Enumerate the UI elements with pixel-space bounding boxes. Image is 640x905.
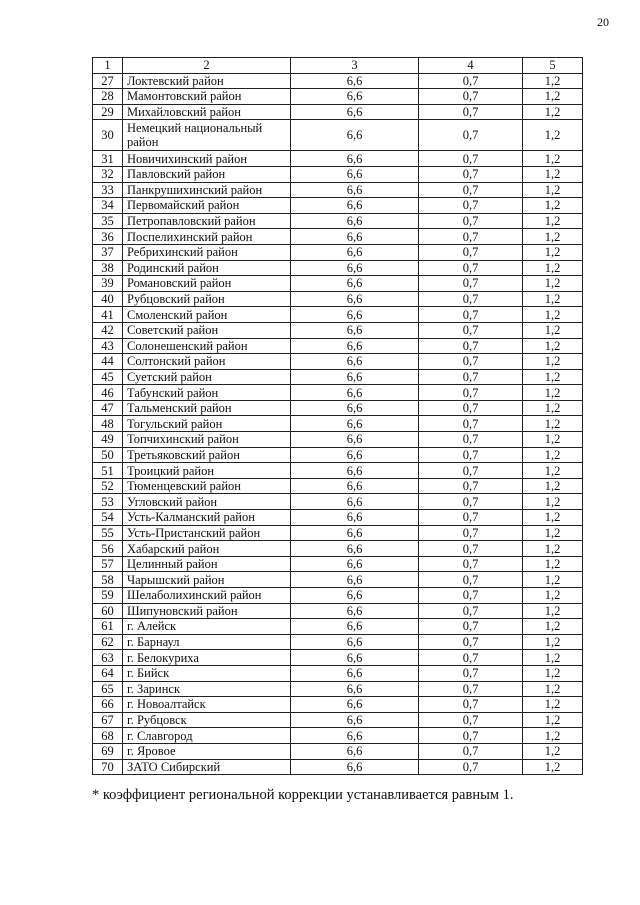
district-name: г. Алейск	[123, 619, 291, 635]
value-col-4: 0,7	[419, 322, 523, 338]
value-col-5: 1,2	[523, 619, 583, 635]
value-col-4: 0,7	[419, 447, 523, 463]
table-row	[93, 494, 583, 510]
value-col-5: 1,2	[523, 338, 583, 354]
table-row	[93, 525, 583, 541]
table-row	[93, 354, 583, 370]
table-row	[93, 400, 583, 416]
row-number: 27	[93, 73, 123, 89]
value-col-4: 0,7	[419, 276, 523, 292]
value-col-4: 0,7	[419, 229, 523, 245]
row-number: 45	[93, 369, 123, 385]
value-col-3: 6,6	[291, 369, 419, 385]
value-col-4: 0,7	[419, 572, 523, 588]
district-name: Топчихинский район	[123, 432, 291, 448]
district-name: Чарышский район	[123, 572, 291, 588]
value-col-5: 1,2	[523, 73, 583, 89]
row-number: 49	[93, 432, 123, 448]
row-number: 28	[93, 89, 123, 105]
row-number: 56	[93, 541, 123, 557]
value-col-5: 1,2	[523, 307, 583, 323]
row-number: 54	[93, 510, 123, 526]
table-row	[93, 369, 583, 385]
value-col-4: 0,7	[419, 510, 523, 526]
row-number: 66	[93, 697, 123, 713]
value-col-4: 0,7	[419, 244, 523, 260]
row-number: 51	[93, 463, 123, 479]
value-col-3: 6,6	[291, 494, 419, 510]
value-col-3: 6,6	[291, 619, 419, 635]
table-header-row	[93, 58, 583, 74]
value-col-5: 1,2	[523, 556, 583, 572]
row-number: 35	[93, 213, 123, 229]
row-number: 46	[93, 385, 123, 401]
value-col-5: 1,2	[523, 322, 583, 338]
value-col-3: 6,6	[291, 697, 419, 713]
value-col-3: 6,6	[291, 400, 419, 416]
district-name: Угловский район	[123, 494, 291, 510]
district-name: Троицкий район	[123, 463, 291, 479]
table-row	[93, 650, 583, 666]
value-col-5: 1,2	[523, 603, 583, 619]
district-name: Усть-Пристанский район	[123, 525, 291, 541]
table-row	[93, 166, 583, 182]
row-number: 58	[93, 572, 123, 588]
table-row	[93, 120, 583, 151]
district-name: Локтевский район	[123, 73, 291, 89]
district-name: Петропавловский район	[123, 213, 291, 229]
district-name: Усть-Калманский район	[123, 510, 291, 526]
value-col-3: 6,6	[291, 244, 419, 260]
district-name: Солонешенский район	[123, 338, 291, 354]
value-col-3: 6,6	[291, 120, 419, 151]
row-number: 61	[93, 619, 123, 635]
district-name: Советский район	[123, 322, 291, 338]
value-col-4: 0,7	[419, 198, 523, 214]
table-row	[93, 619, 583, 635]
value-col-5: 1,2	[523, 400, 583, 416]
district-name: г. Рубцовск	[123, 712, 291, 728]
value-col-5: 1,2	[523, 151, 583, 167]
district-name: Немецкий национальный район	[123, 120, 291, 151]
table-row	[93, 213, 583, 229]
value-col-5: 1,2	[523, 665, 583, 681]
district-name: Табунский район	[123, 385, 291, 401]
value-col-5: 1,2	[523, 681, 583, 697]
table-row	[93, 665, 583, 681]
district-name: Тальменский район	[123, 400, 291, 416]
value-col-3: 6,6	[291, 588, 419, 604]
value-col-4: 0,7	[419, 385, 523, 401]
value-col-4: 0,7	[419, 166, 523, 182]
table-row	[93, 338, 583, 354]
value-col-3: 6,6	[291, 260, 419, 276]
table-body	[93, 73, 583, 775]
value-col-3: 6,6	[291, 712, 419, 728]
district-name: Шипуновский район	[123, 603, 291, 619]
value-col-3: 6,6	[291, 556, 419, 572]
value-col-5: 1,2	[523, 213, 583, 229]
value-col-3: 6,6	[291, 759, 419, 775]
value-col-3: 6,6	[291, 182, 419, 198]
value-col-5: 1,2	[523, 416, 583, 432]
table-row	[93, 541, 583, 557]
value-col-5: 1,2	[523, 198, 583, 214]
value-col-4: 0,7	[419, 400, 523, 416]
value-col-4: 0,7	[419, 416, 523, 432]
value-col-4: 0,7	[419, 525, 523, 541]
row-number: 55	[93, 525, 123, 541]
table-row	[93, 307, 583, 323]
value-col-5: 1,2	[523, 385, 583, 401]
table-row	[93, 463, 583, 479]
table-row	[93, 728, 583, 744]
value-col-3: 6,6	[291, 291, 419, 307]
district-name: ЗАТО Сибирский	[123, 759, 291, 775]
value-col-4: 0,7	[419, 104, 523, 120]
table-row	[93, 322, 583, 338]
value-col-5: 1,2	[523, 572, 583, 588]
table-row	[93, 712, 583, 728]
table-row	[93, 151, 583, 167]
value-col-4: 0,7	[419, 634, 523, 650]
value-col-3: 6,6	[291, 510, 419, 526]
table-row	[93, 588, 583, 604]
value-col-5: 1,2	[523, 525, 583, 541]
value-col-5: 1,2	[523, 89, 583, 105]
row-number: 60	[93, 603, 123, 619]
value-col-3: 6,6	[291, 525, 419, 541]
value-col-5: 1,2	[523, 463, 583, 479]
value-col-3: 6,6	[291, 322, 419, 338]
value-col-3: 6,6	[291, 603, 419, 619]
value-col-3: 6,6	[291, 198, 419, 214]
row-number: 69	[93, 743, 123, 759]
coefficient-table	[92, 57, 583, 775]
row-number: 38	[93, 260, 123, 276]
table-row	[93, 572, 583, 588]
value-col-4: 0,7	[419, 743, 523, 759]
value-col-4: 0,7	[419, 588, 523, 604]
district-name: г. Яровое	[123, 743, 291, 759]
value-col-4: 0,7	[419, 432, 523, 448]
value-col-4: 0,7	[419, 89, 523, 105]
row-number: 63	[93, 650, 123, 666]
row-number: 52	[93, 478, 123, 494]
row-number: 62	[93, 634, 123, 650]
value-col-4: 0,7	[419, 697, 523, 713]
value-col-3: 6,6	[291, 307, 419, 323]
value-col-5: 1,2	[523, 369, 583, 385]
row-number: 37	[93, 244, 123, 260]
row-number: 44	[93, 354, 123, 370]
district-name: г. Бийск	[123, 665, 291, 681]
district-name: Суетский район	[123, 369, 291, 385]
value-col-4: 0,7	[419, 463, 523, 479]
value-col-3: 6,6	[291, 447, 419, 463]
district-name: г. Новоалтайск	[123, 697, 291, 713]
row-number: 32	[93, 166, 123, 182]
district-name: Ребрихинский район	[123, 244, 291, 260]
district-name: Родинский район	[123, 260, 291, 276]
row-number: 29	[93, 104, 123, 120]
table-row	[93, 229, 583, 245]
value-col-3: 6,6	[291, 743, 419, 759]
value-col-3: 6,6	[291, 104, 419, 120]
value-col-5: 1,2	[523, 260, 583, 276]
value-col-4: 0,7	[419, 291, 523, 307]
value-col-5: 1,2	[523, 697, 583, 713]
district-name: Мамонтовский район	[123, 89, 291, 105]
value-col-4: 0,7	[419, 619, 523, 635]
value-col-4: 0,7	[419, 213, 523, 229]
value-col-3: 6,6	[291, 73, 419, 89]
row-number: 50	[93, 447, 123, 463]
value-col-5: 1,2	[523, 291, 583, 307]
district-name: Рубцовский район	[123, 291, 291, 307]
value-col-3: 6,6	[291, 416, 419, 432]
value-col-3: 6,6	[291, 463, 419, 479]
district-name: г. Славгород	[123, 728, 291, 744]
row-number: 64	[93, 665, 123, 681]
row-number: 53	[93, 494, 123, 510]
value-col-4: 0,7	[419, 182, 523, 198]
row-number: 48	[93, 416, 123, 432]
district-name: Первомайский район	[123, 198, 291, 214]
district-name: Солтонский район	[123, 354, 291, 370]
row-number: 41	[93, 307, 123, 323]
value-col-4: 0,7	[419, 541, 523, 557]
table-row	[93, 182, 583, 198]
table-row	[93, 385, 583, 401]
table-row	[93, 432, 583, 448]
district-name: Романовский район	[123, 276, 291, 292]
value-col-5: 1,2	[523, 229, 583, 245]
value-col-5: 1,2	[523, 650, 583, 666]
row-number: 30	[93, 120, 123, 151]
table-row	[93, 478, 583, 494]
value-col-4: 0,7	[419, 556, 523, 572]
table-row	[93, 73, 583, 89]
row-number: 57	[93, 556, 123, 572]
value-col-4: 0,7	[419, 354, 523, 370]
value-col-4: 0,7	[419, 728, 523, 744]
value-col-5: 1,2	[523, 510, 583, 526]
district-name: Хабарский район	[123, 541, 291, 557]
value-col-5: 1,2	[523, 104, 583, 120]
table-row	[93, 603, 583, 619]
value-col-3: 6,6	[291, 229, 419, 245]
table-row	[93, 556, 583, 572]
table-row	[93, 244, 583, 260]
table-row	[93, 510, 583, 526]
value-col-3: 6,6	[291, 728, 419, 744]
row-number: 39	[93, 276, 123, 292]
table-row	[93, 260, 583, 276]
value-col-4: 0,7	[419, 494, 523, 510]
value-col-4: 0,7	[419, 681, 523, 697]
table-row	[93, 743, 583, 759]
district-name: Целинный район	[123, 556, 291, 572]
row-number: 40	[93, 291, 123, 307]
value-col-3: 6,6	[291, 634, 419, 650]
value-col-4: 0,7	[419, 151, 523, 167]
table-row	[93, 416, 583, 432]
table-row	[93, 447, 583, 463]
table-row	[93, 634, 583, 650]
value-col-3: 6,6	[291, 432, 419, 448]
value-col-3: 6,6	[291, 572, 419, 588]
value-col-3: 6,6	[291, 89, 419, 105]
district-name: Тогульский район	[123, 416, 291, 432]
value-col-5: 1,2	[523, 759, 583, 775]
table-row	[93, 697, 583, 713]
value-col-5: 1,2	[523, 166, 583, 182]
value-col-4: 0,7	[419, 260, 523, 276]
row-number: 42	[93, 322, 123, 338]
value-col-3: 6,6	[291, 665, 419, 681]
value-col-5: 1,2	[523, 120, 583, 151]
table-row	[93, 276, 583, 292]
value-col-4: 0,7	[419, 120, 523, 151]
value-col-5: 1,2	[523, 432, 583, 448]
footnote: * коэффициент региональной коррекции устанавливается равным 1.	[92, 787, 514, 803]
table-row	[93, 759, 583, 775]
value-col-4: 0,7	[419, 759, 523, 775]
value-col-5: 1,2	[523, 244, 583, 260]
district-name: г. Заринск	[123, 681, 291, 697]
district-name: Третьяковский район	[123, 447, 291, 463]
row-number: 31	[93, 151, 123, 167]
value-col-3: 6,6	[291, 166, 419, 182]
district-name: г. Белокуриха	[123, 650, 291, 666]
table-row	[93, 291, 583, 307]
table-row	[93, 89, 583, 105]
value-col-5: 1,2	[523, 541, 583, 557]
value-col-4: 0,7	[419, 712, 523, 728]
table-row	[93, 104, 583, 120]
value-col-3: 6,6	[291, 385, 419, 401]
district-name: Михайловский район	[123, 104, 291, 120]
value-col-5: 1,2	[523, 182, 583, 198]
header-col-4: 4	[419, 58, 523, 74]
row-number: 68	[93, 728, 123, 744]
value-col-4: 0,7	[419, 338, 523, 354]
value-col-4: 0,7	[419, 369, 523, 385]
value-col-4: 0,7	[419, 665, 523, 681]
value-col-4: 0,7	[419, 603, 523, 619]
value-col-4: 0,7	[419, 478, 523, 494]
value-col-5: 1,2	[523, 588, 583, 604]
value-col-5: 1,2	[523, 494, 583, 510]
value-col-3: 6,6	[291, 478, 419, 494]
district-name: Панкрушихинский район	[123, 182, 291, 198]
value-col-4: 0,7	[419, 650, 523, 666]
header-col-1: 1	[93, 58, 123, 74]
district-name: Тюменцевский район	[123, 478, 291, 494]
value-col-3: 6,6	[291, 681, 419, 697]
district-name: Поспелихинский район	[123, 229, 291, 245]
page-number: 20	[597, 15, 609, 29]
value-col-4: 0,7	[419, 73, 523, 89]
value-col-5: 1,2	[523, 447, 583, 463]
value-col-5: 1,2	[523, 478, 583, 494]
district-name: Смоленский район	[123, 307, 291, 323]
district-name: г. Барнаул	[123, 634, 291, 650]
district-name: Шелаболихинский район	[123, 588, 291, 604]
value-col-4: 0,7	[419, 307, 523, 323]
value-col-5: 1,2	[523, 743, 583, 759]
row-number: 36	[93, 229, 123, 245]
district-name: Павловский район	[123, 166, 291, 182]
district-name: Новичихинский район	[123, 151, 291, 167]
value-col-3: 6,6	[291, 650, 419, 666]
value-col-3: 6,6	[291, 213, 419, 229]
value-col-5: 1,2	[523, 634, 583, 650]
table-row	[93, 681, 583, 697]
value-col-3: 6,6	[291, 541, 419, 557]
header-col-3: 3	[291, 58, 419, 74]
value-col-3: 6,6	[291, 338, 419, 354]
row-number: 70	[93, 759, 123, 775]
row-number: 47	[93, 400, 123, 416]
row-number: 65	[93, 681, 123, 697]
row-number: 43	[93, 338, 123, 354]
value-col-5: 1,2	[523, 728, 583, 744]
row-number: 67	[93, 712, 123, 728]
row-number: 33	[93, 182, 123, 198]
row-number: 59	[93, 588, 123, 604]
value-col-5: 1,2	[523, 276, 583, 292]
value-col-3: 6,6	[291, 354, 419, 370]
table-row	[93, 198, 583, 214]
value-col-5: 1,2	[523, 712, 583, 728]
value-col-5: 1,2	[523, 354, 583, 370]
header-col-5: 5	[523, 58, 583, 74]
row-number: 34	[93, 198, 123, 214]
value-col-3: 6,6	[291, 151, 419, 167]
value-col-3: 6,6	[291, 276, 419, 292]
header-col-2: 2	[123, 58, 291, 74]
